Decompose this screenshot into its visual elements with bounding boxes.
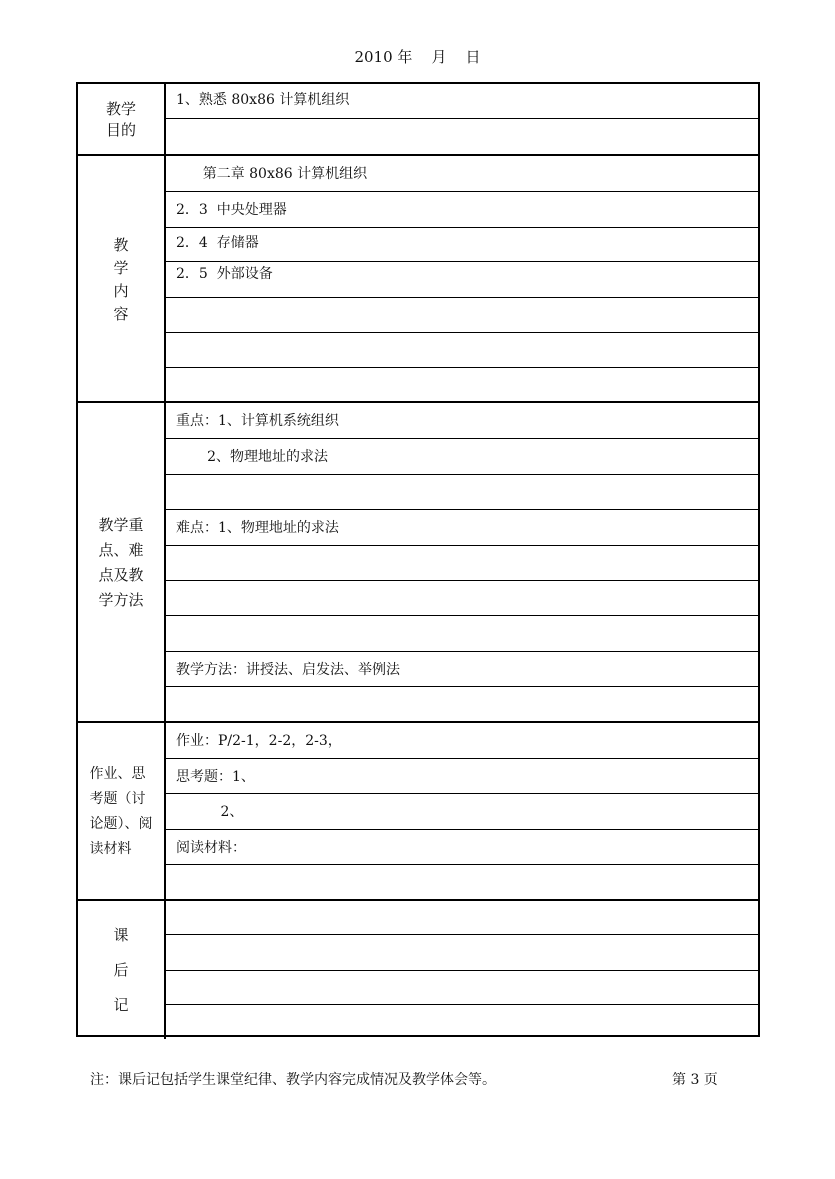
section-label-purpose: 教学 目的 — [78, 84, 166, 154]
date-line: 2010 年 月 日 — [354, 48, 481, 66]
table-row: 阅读材料： — [166, 830, 758, 865]
table-row: 2．3 中央处理器 — [166, 192, 758, 228]
section-label-homework: 作业、思 考题（讨 论题）、阅 读材料 — [78, 723, 166, 901]
table-row: 难点：1、物理地址的求法 — [166, 510, 758, 546]
table-row: 思考题：1、 — [166, 759, 758, 794]
table-row — [166, 865, 758, 901]
section-afterword — [78, 899, 758, 1039]
section-label-content: 教 学 内 容 — [78, 156, 166, 403]
section-purpose — [78, 84, 758, 154]
footer-note: 注：课后记包括学生课堂纪律、教学内容完成情况及教学体会等。 — [90, 1072, 496, 1088]
table-row: 1、熟悉 80x86 计算机组织 — [166, 84, 758, 119]
table-row — [166, 687, 758, 723]
table-row — [166, 935, 758, 971]
table-row — [166, 475, 758, 510]
section-label-focus-method: 教学重 点、难 点及教 学方法 — [78, 403, 166, 723]
table-row — [166, 581, 758, 616]
table-row — [166, 546, 758, 581]
table-row: 第二章 80x86 计算机组织 — [166, 156, 758, 192]
table-row — [166, 333, 758, 368]
section-homework — [78, 721, 758, 901]
table-row — [166, 368, 758, 403]
table-row: 2．5 外部设备 — [166, 262, 758, 298]
table-row: 作业：P/2-1，2-2，2-3， — [166, 723, 758, 759]
table-row: 教学方法：讲授法、启发法、举例法 — [166, 652, 758, 687]
section-content — [78, 154, 758, 403]
table-row — [166, 971, 758, 1005]
table-row: 重点：1、计算机系统组织 — [166, 403, 758, 439]
table-row — [166, 901, 758, 935]
table-row — [166, 119, 758, 154]
table-row: 2、物理地址的求法 — [166, 439, 758, 475]
lesson-plan-table — [76, 82, 760, 1037]
section-focus-method — [78, 401, 758, 723]
section-label-afterword: 课 后 记 — [78, 901, 166, 1039]
page-number: 第 3 页 — [672, 1072, 718, 1088]
table-row — [166, 1005, 758, 1037]
table-row — [166, 298, 758, 333]
table-row: 2、 — [166, 794, 758, 830]
table-row: 2．4 存储器 — [166, 228, 758, 262]
table-row — [166, 616, 758, 652]
